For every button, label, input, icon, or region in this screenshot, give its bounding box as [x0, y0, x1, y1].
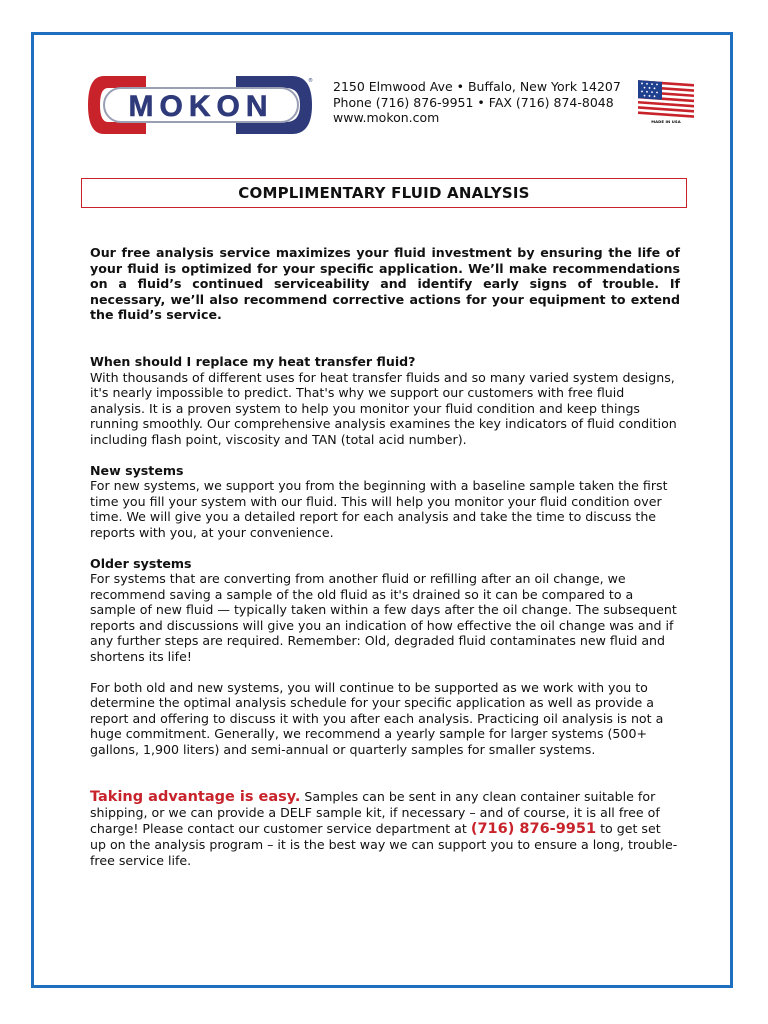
closing-lead: Taking advantage is easy.: [90, 788, 301, 805]
document-body: [90, 245, 680, 869]
flag-caption: MADE IN USA: [651, 119, 681, 124]
company-contact: [333, 79, 621, 126]
both-systems-paragraph: For both old and new systems, you will continue to be supported as we work with you to determine the optimal analysis schedule for your specific application as well as provide a report and offering to discuss it with you after each analysis. Practicing oil analysis is not a huge commitment. Generally, we recommend a yearly sample for larger systems (500+ gallons, 1,900 liters) and semi-annual or quarterly samples for smaller systems.: [90, 679, 664, 758]
section-heading: Older systems: [90, 555, 192, 571]
customer-service-phone[interactable]: (716) 876-9951: [470, 820, 597, 837]
usa-flag-icon: [636, 80, 698, 128]
closing-text-2: to get set up on the analysis program – it is the best way we can support you to ensure a long, trouble-free service life.: [90, 820, 678, 868]
section-heading: When should I replace my heat transfer fluid?: [90, 353, 416, 369]
section-heading: New systems: [90, 462, 184, 478]
closing-paragraph: [90, 789, 680, 869]
intro-paragraph: Our free analysis service maximizes your fluid investment by ensuring the life of your fluid is optimized for your specific application. We’ll make recommendations on a fluid’s continued serviceability and identify early signs of trouble. If necessary, we’ll also recommend corrective actions for your equipment to extend the fluid’s service.: [90, 245, 680, 323]
mokon-logo: [86, 72, 316, 138]
svg-text:®: ®: [308, 78, 313, 84]
logo-wordmark: MOKON: [128, 90, 274, 123]
section-body: With thousands of different uses for heat transfer fluids and so many varied system designs, it's nearly impossible to predict. That's why we support our customers with free fluid analysis. It is a proven system to help you monitor your fluid condition and keep things running smoothly. Our comprehensive analysis examines the key indicators of fluid condition including flash point, viscosity and TAN (total acid number).: [90, 369, 677, 447]
closing-text-1: Samples can be sent in any clean container suitable for shipping, or we can provide a DELF sample kit, if necessary – and of course, it is all free of charge! Please contact our customer service department at: [90, 788, 660, 836]
website-link[interactable]: www.mokon.com: [333, 110, 440, 125]
section-body: For systems that are converting from another fluid or refilling after an oil change, we recommend saving a sample of the old fluid as it's drained so it can be compared to a sample of new fluid — typically taken within a few days after the oil change. The subsequent reports and discussions will give you an indication of how effective the oil change was and if any further steps are required. Remember: Old, degraded fluid contaminates new fluid and shortens its life!: [90, 571, 677, 665]
document-title: COMPLIMENTARY FLUID ANALYSIS: [81, 178, 687, 208]
section-body: For new systems, we support you from the beginning with a baseline sample taken the first time you fill your system with our fluid. This will help you monitor your fluid condition over time. We will give you a detailed report for each analysis and take the time to discuss the reports with you, at your convenience.: [90, 478, 668, 540]
address-line: 2150 Elmwood Ave • Buffalo, New York 14207: [333, 79, 621, 94]
phone-line: Phone (716) 876-9951 • FAX (716) 874-8048: [333, 94, 614, 110]
